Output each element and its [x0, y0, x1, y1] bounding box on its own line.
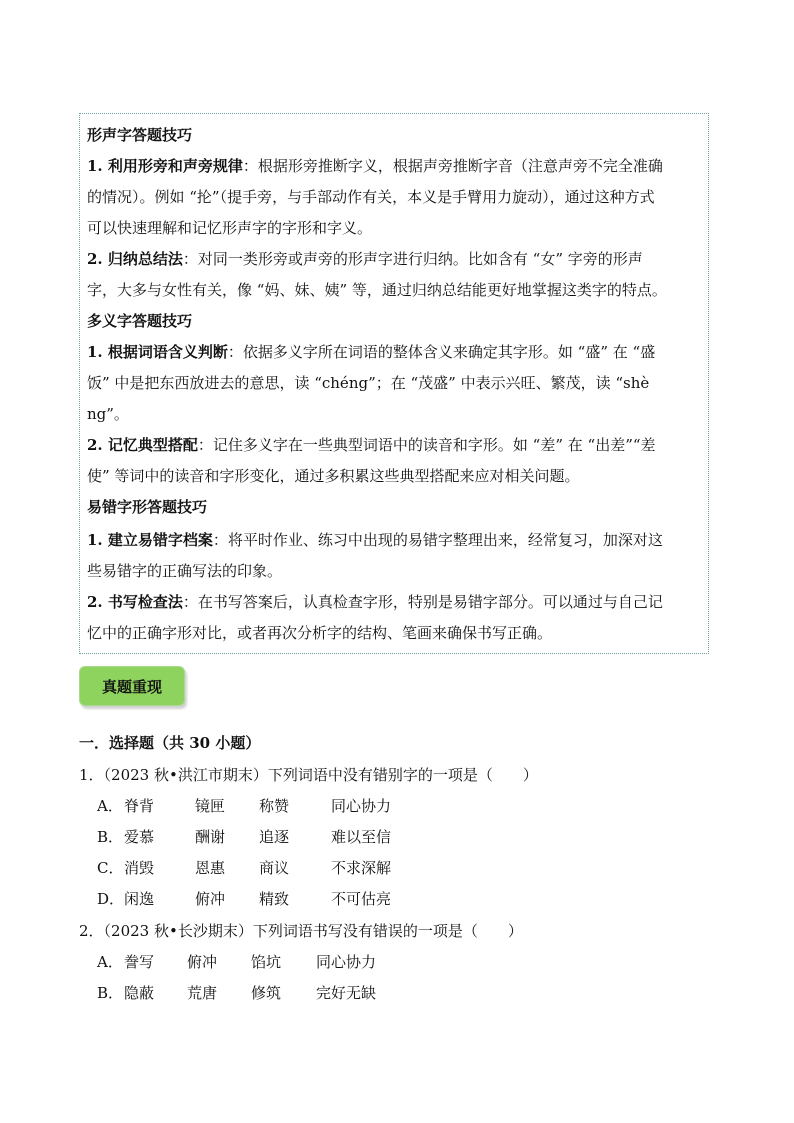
heading-polysemy-tips: 多义字答题技巧: [87, 312, 193, 330]
tip-text: ：根据形旁推断字义，根据声旁推断字音（注意声旁不完全准确: [242, 157, 663, 175]
question-stem: 2．（2023 秋•长沙期末）下列词语书写没有错误的一项是（ ）: [79, 922, 523, 940]
option-word: 精致: [259, 890, 290, 908]
option-word: 俯冲: [195, 890, 226, 908]
option-letter: A．: [97, 797, 123, 815]
option-word: 荒唐: [187, 984, 218, 1002]
option-word: 闲逸: [124, 890, 155, 908]
option-letter: B．: [97, 828, 124, 846]
option-word: 镜匣: [195, 797, 226, 815]
option-word: 修筑: [251, 984, 282, 1002]
tip-text: ：在书写答案后，认真检查字形，特别是易错字部分。可以通过与自己记: [182, 593, 663, 611]
tip-paragraph: [87, 530, 663, 550]
tip-line: 可以快速理解和记忆形声字的字形和字义。: [87, 219, 373, 237]
tip-label: 1. 根据词语含义判断: [87, 343, 228, 361]
tip-line: 使” 等词中的读音和字形变化，通过多积累这些典型搭配来应对相关问题。: [87, 467, 580, 485]
tip-text: ：将平时作业、练习中出现的易错字整理出来，经常复习，加深对这: [212, 531, 663, 549]
option-letter: C．: [97, 859, 124, 877]
tip-line: ng”。: [87, 405, 129, 423]
option-word: 俯冲: [187, 953, 218, 971]
section-title: 一．选择题（共 30 小题）: [79, 734, 261, 752]
heading-typo-tips: 易错字形答题技巧: [87, 498, 208, 516]
tip-line: 字，大多与女性有关，像 “妈、妹、姨” 等，通过归纳总结能更好地掌握这类字的特点。: [87, 281, 667, 299]
tip-paragraph: [87, 156, 663, 176]
option-letter: A．: [97, 953, 123, 971]
option-word: 称赞: [259, 797, 290, 815]
option-word: 不可估亮: [331, 890, 392, 908]
option-word: 同心协力: [331, 797, 392, 815]
tip-line: 饭” 中是把东西放进去的意思，读 “chéng”；在 “茂盛” 中表示兴旺、繁茂，读 “shè: [87, 374, 650, 392]
tip-text: ：依据多义字所在词语的整体含义来确定其字形。如 “盛” 在 “盛: [227, 343, 656, 361]
tip-line: 忆中的正确字形对比，或者再次分析字的结构、笔画来确保书写正确。: [87, 624, 553, 642]
tip-label: 2. 记忆典型搭配: [87, 436, 198, 454]
option-word: 完好无缺: [316, 984, 377, 1002]
option-word: 酬谢: [195, 828, 226, 846]
tip-paragraph: [87, 249, 643, 269]
option-word: 恩惠: [195, 859, 226, 877]
tip-paragraph: [87, 435, 656, 455]
section-button[interactable]: 真题重现: [79, 666, 185, 706]
tip-label: 2. 书写检查法: [87, 593, 183, 611]
tip-label: 1. 利用形旁和声旁规律: [87, 157, 243, 175]
tip-paragraph: [87, 592, 663, 612]
tip-text: ：记住多义字在一些典型词语中的读音和字形。如 “差” 在 “出差”“差: [197, 436, 656, 454]
question-stem: 1．（2023 秋•洪江市期末）下列词语中没有错别字的一项是（ ）: [79, 766, 538, 784]
tip-paragraph: [87, 342, 655, 362]
tip-line: 些易错字的正确写法的印象。: [87, 562, 283, 580]
option-letter: B．: [97, 984, 124, 1002]
option-word: 誊写: [124, 953, 155, 971]
option-word: 不求深解: [331, 859, 392, 877]
tip-line: 的情况）。例如 “抡”（提手旁，与手部动作有关，本义是手臂用力旋动），通过这种方式: [87, 188, 655, 206]
option-word: 追逐: [259, 828, 290, 846]
option-word: 馅坑: [251, 953, 282, 971]
option-letter: D．: [97, 890, 125, 908]
option-word: 消毁: [124, 859, 155, 877]
option-word: 爱慕: [124, 828, 155, 846]
option-word: 难以至信: [331, 828, 392, 846]
tip-label: 2. 归纳总结法: [87, 250, 183, 268]
heading-phonetic-tips: 形声字答题技巧: [87, 126, 193, 144]
option-word: 脊背: [124, 797, 155, 815]
option-word: 商议: [259, 859, 290, 877]
tip-label: 1. 建立易错字档案: [87, 531, 213, 549]
tip-text: ：对同一类形旁或声旁的形声字进行归纳。比如含有 “女” 字旁的形声: [182, 250, 643, 268]
option-word: 同心协力: [316, 953, 377, 971]
option-word: 隐蔽: [124, 984, 155, 1002]
